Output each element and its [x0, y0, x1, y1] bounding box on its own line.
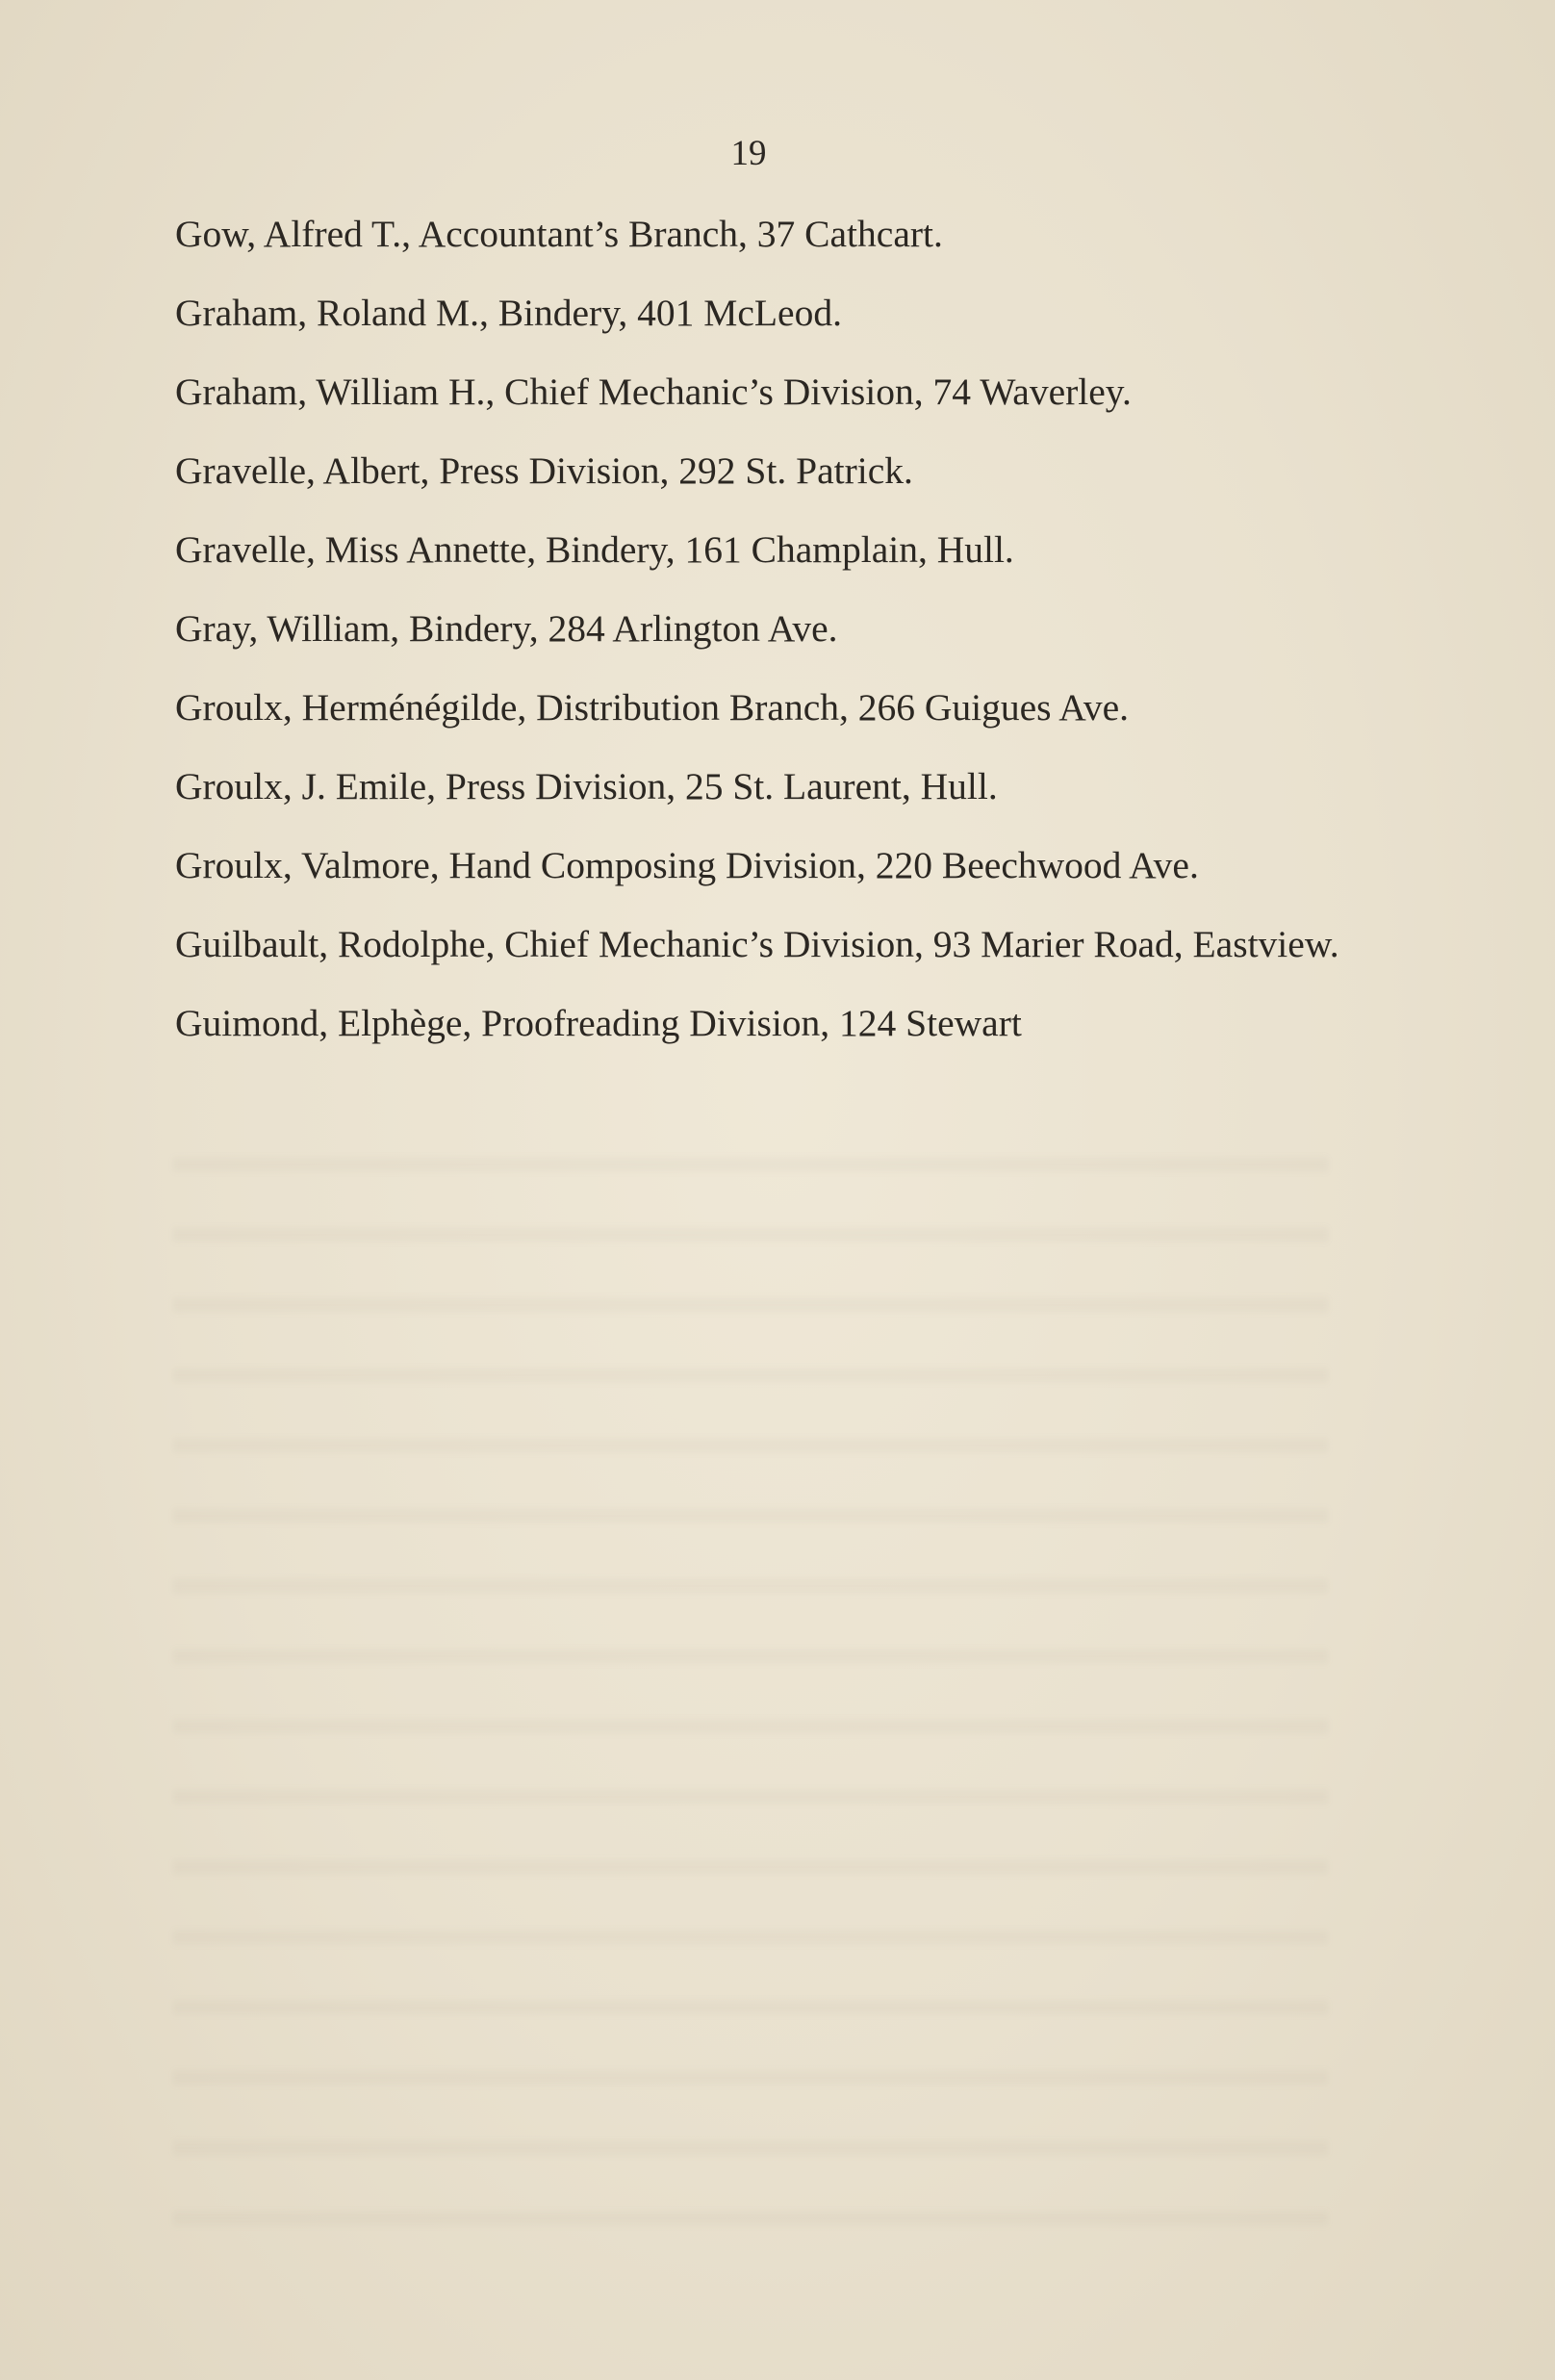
- list-item: Gravelle, Albert, Press Division, 292 St. Patrick.: [175, 449, 913, 492]
- list-item: Gow, Alfred T., Accountant’s Branch, 37 Cathcart.: [175, 213, 943, 255]
- list-item: Guimond, Elphège, Proofreading Division, 124 Stewart: [175, 1002, 1022, 1044]
- list-item: Graham, Roland M., Bindery, 401 McLeod.: [175, 292, 842, 334]
- directory-list: [175, 214, 1339, 1082]
- list-item: Gray, William, Bindery, 284 Arlington Ave.: [175, 607, 838, 650]
- list-item: Graham, William H., Chief Mechanic’s Division, 74 Waverley.: [175, 371, 1132, 413]
- list-item: Guilbault, Rodolphe, Chief Mechanic’s Division, 93 Marier Road, Eastview.: [175, 923, 1339, 965]
- list-item: Groulx, J. Emile, Press Division, 25 St. Laurent, Hull.: [175, 765, 998, 807]
- list-item: Gravelle, Miss Annette, Bindery, 161 Champlain, Hull.: [175, 528, 1014, 571]
- list-item: Groulx, Valmore, Hand Composing Division, 220 Beechwood Ave.: [175, 844, 1199, 886]
- show-through-texture: [173, 1107, 1328, 2262]
- page-number: 19: [730, 134, 767, 173]
- list-item: Groulx, Herménégilde, Distribution Branch, 266 Guigues Ave.: [175, 686, 1129, 729]
